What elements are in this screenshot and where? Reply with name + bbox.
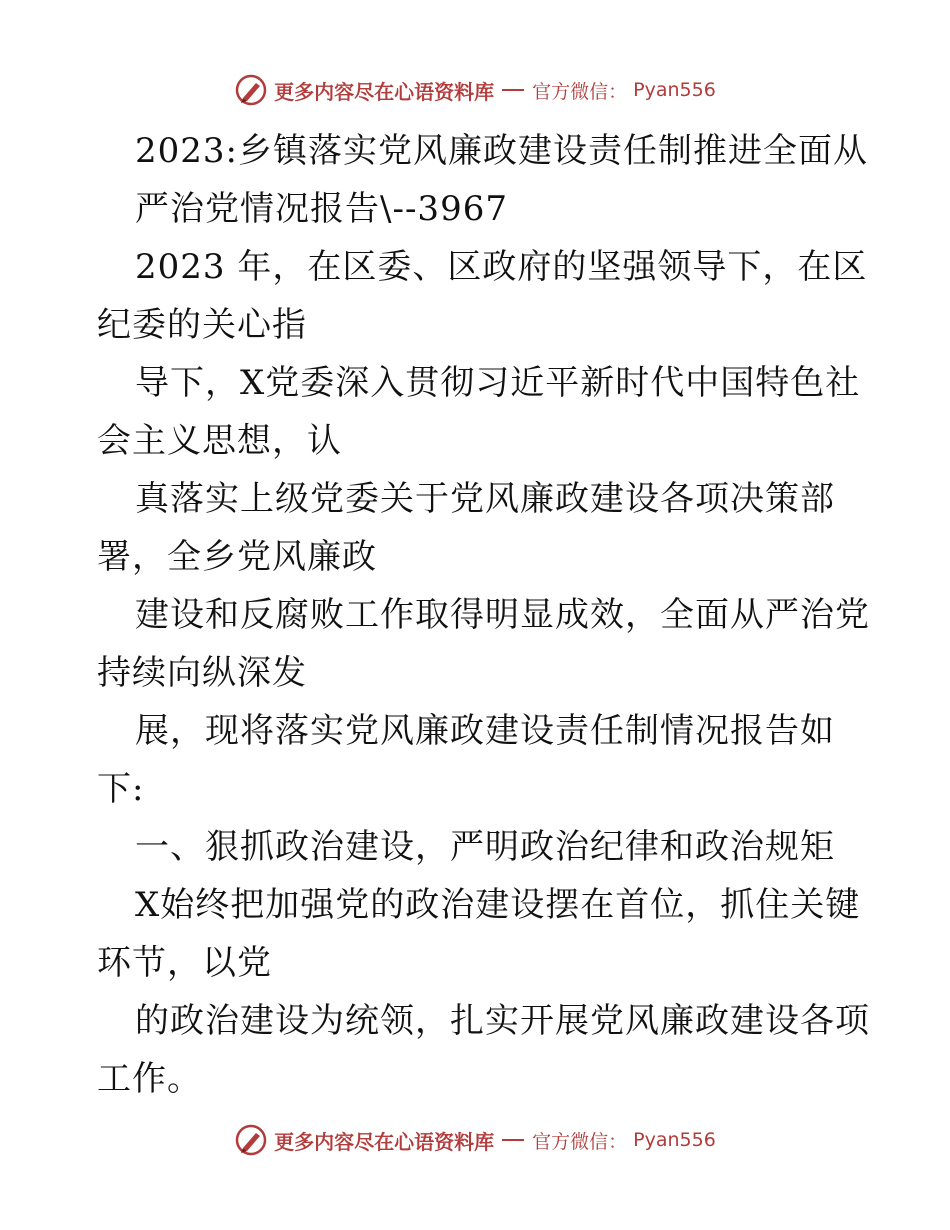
document-line: 建设和反腐败工作取得明显成效，全面从严治党 [135, 595, 870, 635]
footer-watermark [0, 1120, 950, 1160]
document-line: 会主义思想，认 [97, 421, 342, 461]
document-body [97, 122, 897, 1108]
watermark-site-text: 更多内容尽在心语资料库 [274, 1129, 495, 1154]
document-line: 2023 年，在区委、区政府的坚强领导下，在区 [135, 247, 868, 287]
pen-icon [234, 1123, 268, 1157]
document-line: 严治党情况报告\--3967 [135, 189, 508, 229]
watermark-site-text: 更多内容尽在心语资料库 [274, 79, 495, 104]
watermark-wechat-label: 官方微信： [532, 80, 628, 103]
document-line: 下: [97, 769, 145, 809]
watermark-dash [502, 89, 524, 91]
document-line: 环节，以党 [97, 943, 272, 983]
watermark-wechat-id: Pyan556 [633, 1129, 716, 1151]
document-line: X始终把加强党的政治建设摆在首位，抓住关键 [135, 885, 861, 925]
document-line: 的政治建设为统领，扎实开展党风廉政建设各项 [135, 1001, 870, 1041]
pen-icon [234, 73, 268, 107]
document-line: 纪委的关心指 [97, 305, 307, 345]
document-line: 2023:乡镇落实党风廉政建设责任制推进全面从 [135, 131, 868, 171]
header-watermark [0, 70, 950, 110]
document-line: 持续向纵深发 [97, 653, 307, 693]
document-line: 真落实上级党委关于党风廉政建设各项决策部 [135, 479, 835, 519]
document-line: 展，现将落实党风廉政建设责任制情况报告如 [135, 711, 835, 751]
document-line: 署，全乡党风廉政 [97, 537, 377, 577]
watermark-wechat-id: Pyan556 [633, 79, 716, 101]
document-line: 工作。 [97, 1059, 202, 1099]
document-line: 导下，X党委深入贯彻习近平新时代中国特色社 [135, 363, 861, 403]
watermark-dash [502, 1139, 524, 1141]
section-heading: 一、狠抓政治建设，严明政治纪律和政治规矩 [135, 827, 835, 867]
watermark-wechat-label: 官方微信： [532, 1130, 628, 1153]
